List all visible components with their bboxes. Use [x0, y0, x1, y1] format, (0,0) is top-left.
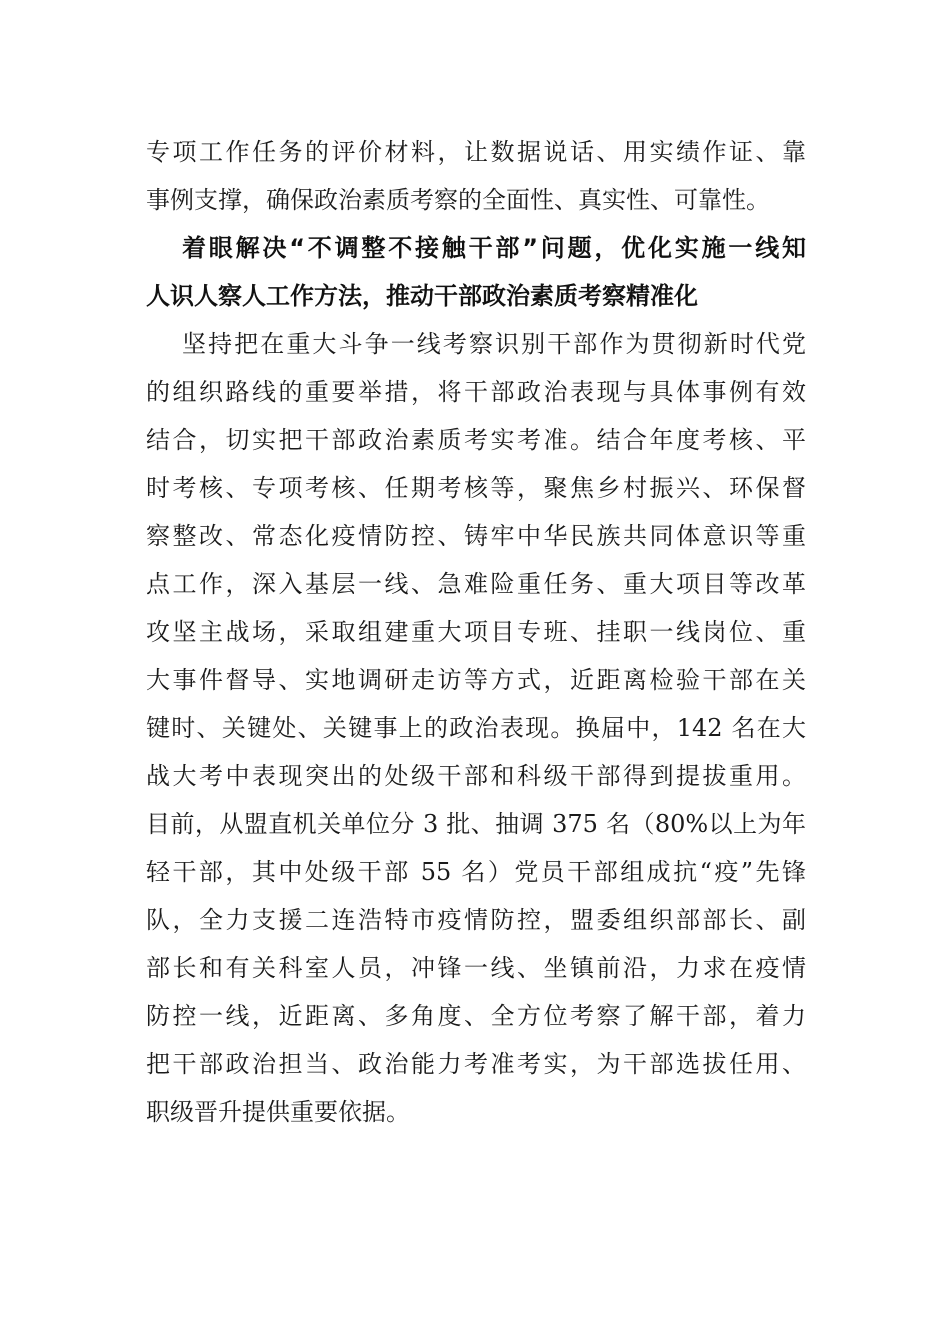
- text-line: 职级晋升提供重要依据。: [146, 1098, 410, 1126]
- text-line: 队，全力支援二连浩特市疫情防控，盟委组织部部长、副: [146, 906, 806, 934]
- text-line: 战大考中表现突出的处级干部和科级干部得到提拔重用。: [146, 762, 806, 790]
- document-page: [146, 128, 806, 1136]
- section-heading: [146, 224, 806, 320]
- text-line: 大事件督导、实地调研走访等方式，近距离检验干部在关: [146, 666, 806, 694]
- text-line: 目前，从盟直机关单位分 3 批、抽调 375 名（80%以上为年: [146, 810, 806, 838]
- text-line: 部长和有关科室人员，冲锋一线、坐镇前沿，力求在疫情: [146, 954, 806, 982]
- text-line: 攻坚主战场，采取组建重大项目专班、挂职一线岗位、重: [146, 618, 806, 646]
- text-line: 时考核、专项考核、任期考核等，聚焦乡村振兴、环保督: [146, 474, 806, 502]
- text-line: 轻干部，其中处级干部 55 名）党员干部组成抗“疫”先锋: [146, 858, 806, 886]
- text-line: 的组织路线的重要举措，将干部政治表现与具体事例有效: [146, 378, 806, 406]
- text-line: 坚持把在重大斗争一线考察识别干部作为贯彻新时代党: [182, 330, 806, 358]
- text-line: 察整改、常态化疫情防控、铸牢中华民族共同体意识等重: [146, 522, 806, 550]
- heading-line: 人识人察人工作方法，推动干部政治素质考察精准化: [146, 282, 698, 310]
- text-line: 事例支撑，确保政治素质考察的全面性、真实性、可靠性。: [146, 186, 770, 214]
- text-line: 点工作，深入基层一线、急难险重任务、重大项目等改革: [146, 570, 806, 598]
- text-line: 专项工作任务的评价材料，让数据说话、用实绩作证、靠: [146, 138, 806, 166]
- text-line: 把干部政治担当、政治能力考准考实，为干部选拔任用、: [146, 1050, 806, 1078]
- heading-line: 着眼解决“不调整不接触干部”问题，优化实施一线知: [182, 234, 806, 262]
- text-line: 键时、关键处、关键事上的政治表现。换届中，142 名在大: [146, 714, 806, 742]
- text-line: 结合，切实把干部政治素质考实考准。结合年度考核、平: [146, 426, 806, 454]
- body-paragraph: [146, 320, 806, 1136]
- paragraph-continuation: [146, 128, 806, 224]
- text-line: 防控一线，近距离、多角度、全方位考察了解干部，着力: [146, 1002, 806, 1030]
